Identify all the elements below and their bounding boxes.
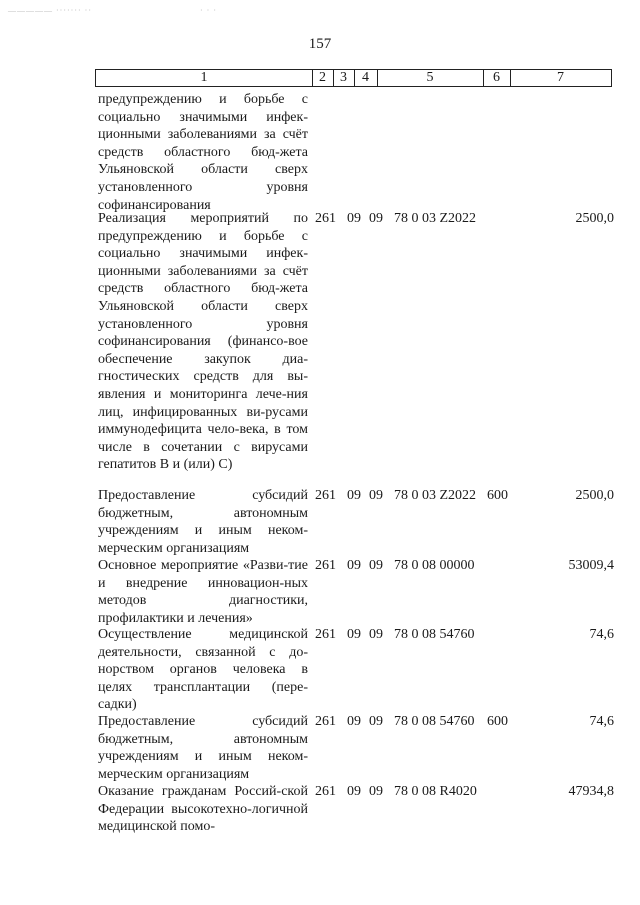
row-grbs: 261 [315,211,336,226]
row-amount: 74,6 [589,714,614,729]
table-header [95,69,612,87]
row-grbs: 261 [315,558,336,573]
row-target-code: 78 0 08 54760 [394,714,475,729]
row-section: 09 [347,558,361,573]
row-target-code: 78 0 03 Z2022 [394,211,477,226]
row-amount: 74,6 [589,627,614,642]
header-col-1: 1 [96,70,313,86]
row-description: предупреждению и борьбе с социально значимыми инфек-ционными заболеваниями за счёт средств областного бюд-жета Ульяновской области сверх установленного уровня софинансирования [98,92,308,213]
row-grbs: 261 [315,714,336,729]
row-grbs: 261 [315,488,336,503]
scan-mark-left: ————— ······· ·· [8,6,92,15]
row-section: 09 [347,714,361,729]
row-description: Основное мероприятие «Разви-тие и внедрение инновацион-ных методов диагностики, профилактики и лечения» [98,558,308,626]
row-section: 09 [347,211,361,226]
row-description: Реализация мероприятий по предупреждению и борьбе с социально значимыми инфек-ционными заболеваниями за счёт средств областного бюд-жета Ульяновской области сверх установленного уровня софинансирования (финансо-вое обеспечение закупок диа-гностических средств для вы-явления и мониторинга лече-ния лиц, инфицированных ви-русами иммунодефицита чело-века, в том числе в сочетании с вирусами гепатитов В и (или) С) [98,211,308,473]
page-number: 157 [308,36,332,52]
row-subsection: 09 [369,211,383,226]
row-target-code: 78 0 08 54760 [394,627,475,642]
row-description: Предоставление субсидий бюджетным, автономным учреждениям и иным неком-мерческим организациям [98,488,308,556]
row-section: 09 [347,784,361,799]
row-amount: 47934,8 [568,784,614,799]
row-grbs: 261 [315,627,336,642]
row-section: 09 [347,627,361,642]
row-target-code: 78 0 08 00000 [394,558,475,573]
row-expense-type: 600 [487,714,508,729]
row-target-code: 78 0 08 R4020 [394,784,477,799]
scan-mark-right: · · · [200,6,217,15]
header-col-2: 2 [312,70,334,86]
row-amount: 53009,4 [568,558,614,573]
row-subsection: 09 [369,488,383,503]
header-col-4: 4 [354,70,378,86]
row-description: Оказание гражданам Россий-ской Федерации высокотехно-логичной медицинской помо- [98,784,308,835]
header-col-5: 5 [377,70,484,86]
row-subsection: 09 [369,558,383,573]
row-target-code: 78 0 03 Z2022 [394,488,477,503]
row-subsection: 09 [369,627,383,642]
row-grbs: 261 [315,784,336,799]
row-amount: 2500,0 [575,488,614,503]
row-description: Осуществление медицинской деятельности, связанной с до-норством органов человека в целях трансплантации (пере-садки) [98,627,308,713]
row-section: 09 [347,488,361,503]
row-subsection: 09 [369,714,383,729]
row-subsection: 09 [369,784,383,799]
header-col-6: 6 [483,70,511,86]
row-expense-type: 600 [487,488,508,503]
row-amount: 2500,0 [575,211,614,226]
header-col-7: 7 [557,70,564,85]
header-col-3: 3 [333,70,355,86]
row-description: Предоставление субсидий бюджетным, автономным учреждениям и иным неком-мерческим организациям [98,714,308,782]
